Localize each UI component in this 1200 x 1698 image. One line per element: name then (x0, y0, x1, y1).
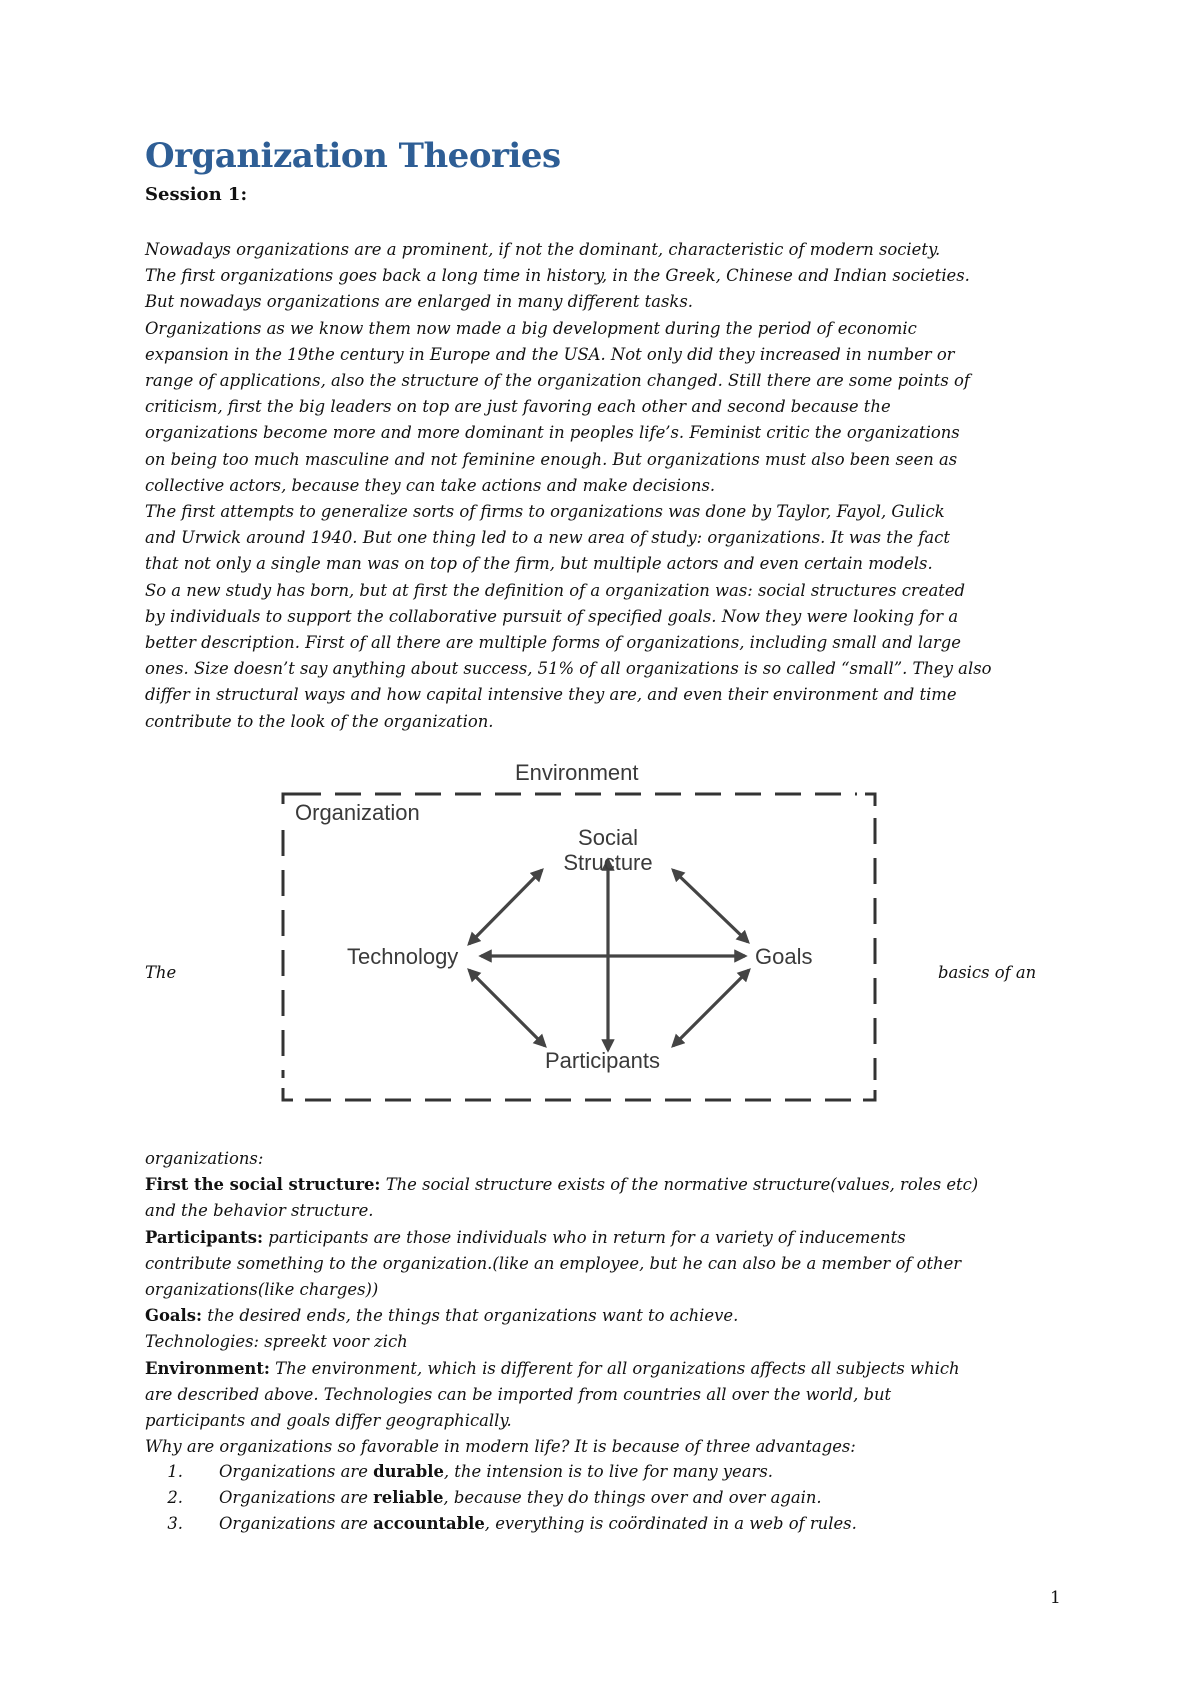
text-line: So a new study has born, but at first the definition of a organization was: social structures created (145, 580, 966, 600)
definition-technologies: Technologies: spreekt voor zich (145, 1332, 408, 1352)
participants-label: Participants (545, 1048, 660, 1073)
list-item (145, 1459, 857, 1485)
text-line: better description. First of all there are multiple forms of organizations, including small and large (145, 633, 961, 653)
arrow-goals-participants (673, 970, 749, 1046)
definition-social-structure (145, 1172, 1075, 1198)
caption-continued: organizations: (145, 1149, 264, 1168)
list-term: accountable (373, 1514, 485, 1534)
list-number: 3. (167, 1514, 183, 1534)
goals-label: Goals (755, 944, 813, 969)
social-structure-line2: Structure (563, 850, 653, 875)
definitions-section (145, 1146, 1075, 1460)
text-line: ones. Size doesn’t say anything about success, 51% of all organizations is so called “small”. They also (145, 659, 992, 679)
list-item (145, 1511, 857, 1537)
definition-goals (145, 1303, 1075, 1329)
text-line: that not only a single man was on top of the firm, but multiple actors and even certain models. (145, 554, 933, 574)
text-line: The first attempts to generalize sorts of firms to organizations was done by Taylor, Fayol, Gulick (145, 502, 945, 522)
list-text: , the intension is to live for many years. (443, 1462, 773, 1481)
text-line: Nowadays organizations are a prominent, if not the dominant, characteristic of modern society. (145, 240, 941, 259)
definition-text: participants are those individuals who in return for a variety of inducements (263, 1227, 906, 1247)
text-line: criticism, first the big leaders on top are just favoring each other and second because the (145, 397, 891, 417)
term-social-structure: First the social structure: (145, 1175, 381, 1195)
list-number: 2. (167, 1488, 183, 1508)
text-line: expansion in the 19the century in Europe and the USA. Not only did they increased in number or (145, 344, 955, 364)
definition-text: The social structure exists of the normative structure(values, roles etc) (380, 1175, 979, 1195)
text-line: But nowadays organizations are enlarged in many different tasks. (145, 292, 693, 312)
text-line: collective actors, because they can take actions and make decisions. (145, 475, 716, 495)
text-line: organizations(like charges)) (145, 1280, 379, 1300)
text-line: and the behavior structure. (145, 1201, 374, 1221)
text-line: The first organizations goes back a long time in history, in the Greek, Chinese and Indian societies. (145, 266, 970, 286)
list-text: , everything is coördinated in a web of rules. (484, 1514, 857, 1534)
list-term: reliable (373, 1488, 444, 1508)
list-item (145, 1485, 857, 1511)
definition-text: the desired ends, the things that organizations want to achieve. (202, 1306, 739, 1326)
organization-diagram (255, 748, 905, 1138)
intro-paragraph (145, 237, 1075, 735)
advantages-question: Why are organizations so favorable in modern life? It is because of three advantages: (145, 1437, 856, 1457)
arrow-social-goals (673, 870, 748, 942)
technology-label: Technology (347, 944, 459, 969)
session-heading: Session 1: (145, 184, 248, 205)
text-line: are described above. Technologies can be imported from countries all over the world, but (145, 1384, 892, 1404)
advantages-list (145, 1459, 857, 1538)
text-line: contribute something to the organization.(like an employee, but he can also be a member of other (145, 1253, 962, 1273)
list-term: durable (373, 1462, 444, 1481)
definition-environment (145, 1356, 1075, 1382)
term-participants: Participants: (145, 1227, 263, 1247)
definition-text: The environment, which is different for all organizations affects all subjects which (269, 1358, 960, 1378)
list-text: Organizations are (219, 1514, 374, 1534)
list-number: 1. (167, 1462, 183, 1481)
arrow-technology-participants (469, 970, 545, 1046)
text-line: on being too much masculine and not feminine enough. But organizations must also been seen as (145, 449, 958, 469)
arrow-social-technology (469, 870, 542, 944)
page-number: 1 (1050, 1588, 1061, 1608)
document-title: Organization Theories (145, 136, 561, 176)
social-structure-line1: Social (578, 825, 638, 850)
list-text: Organizations are (219, 1488, 374, 1508)
definition-participants (145, 1225, 1075, 1251)
text-line: range of applications, also the structure of the organization changed. Still there are some points of (145, 371, 970, 391)
text-line: organizations become more and more dominant in peoples life’s. Feminist critic the organizations (145, 423, 960, 443)
list-text: Organizations are (219, 1462, 374, 1481)
text-line: by individuals to support the collaborative pursuit of specified goals. Now they were looking for a (145, 606, 959, 626)
list-text: , because they do things over and over again. (443, 1488, 822, 1508)
text-line: participants and goals differ geographically. (145, 1411, 512, 1431)
social-structure-label (553, 825, 663, 875)
text-line: and Urwick around 1940. But one thing led to a new area of study: organizations. It was the fact (145, 528, 950, 548)
text-line: differ in structural ways and how capital intensive they are, and even their environment and time (145, 685, 957, 705)
caption-left: The (145, 963, 177, 982)
term-environment: Environment: (145, 1358, 270, 1378)
environment-label: Environment (515, 760, 639, 785)
text-line: contribute to the look of the organization. (145, 711, 494, 731)
organization-label: Organization (295, 800, 420, 825)
text-line: Organizations as we know them now made a big development during the period of economic (145, 318, 917, 338)
term-goals: Goals: (145, 1306, 203, 1326)
caption-right: basics of an (938, 963, 1037, 982)
